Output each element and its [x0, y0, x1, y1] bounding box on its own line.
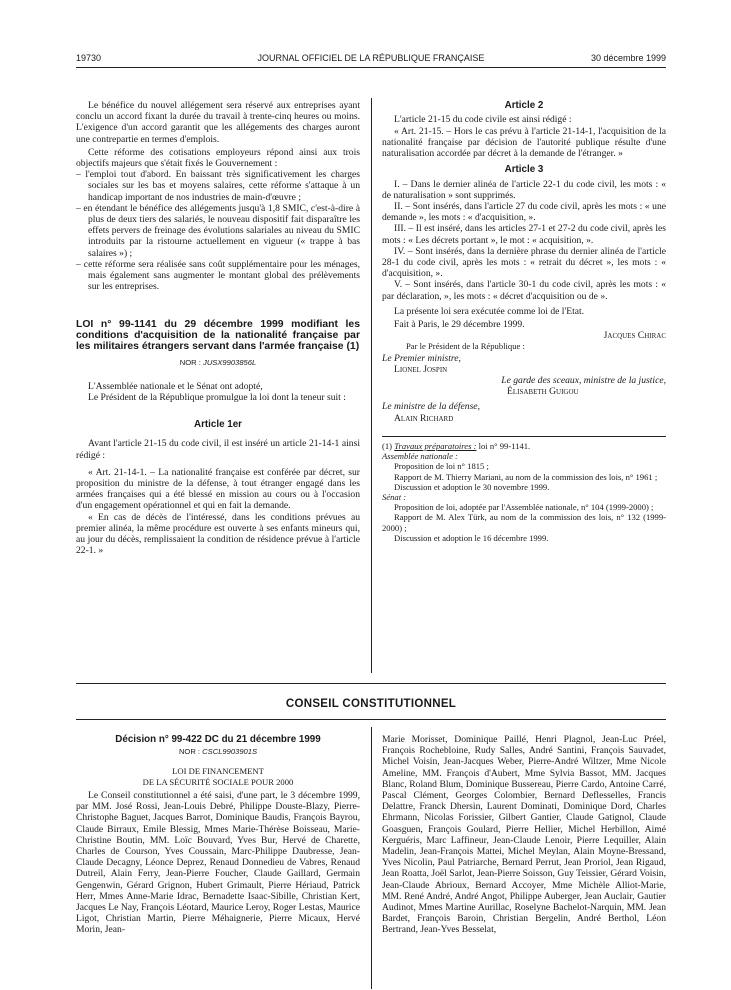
signature-president: Jacques Chirac — [603, 330, 666, 342]
paragraph: « Art. 21-14-1. – La nationalité française est conférée par décret, sur proposition du ministre de la défense, à tout étranger engagé dans les armées françaises qui a été blessé en mission au cours ou à l'occasion d'un engagement opérationnel et qui en fait la demande. — [76, 466, 360, 512]
left-column-bottom — [76, 734, 360, 936]
signature-intro: Par le Président de la République : — [406, 341, 525, 352]
nor-label: NOR : — [178, 747, 201, 757]
nor-label: NOR : — [179, 358, 201, 368]
signature-name: Alain Richard — [394, 412, 454, 424]
paragraph: II. – Sont insérés, dans l'article 27 du code civil, après les mots : « une demande », les mots : « d'acquisition, ». — [382, 201, 666, 224]
journal-title: JOURNAL OFFICIEL DE LA RÉPUBLIQUE FRANÇAISE — [257, 53, 485, 63]
paragraph: I. – Dans le dernier alinéa de l'article 22-1 du code civil, les mots : « de naturalisation » sont supprimés. — [382, 178, 666, 201]
right-column-top — [382, 100, 666, 543]
signature-title: Le Premier ministre, — [382, 352, 461, 364]
paragraph: L'Assemblée nationale et le Sénat ont adopté, — [88, 380, 263, 392]
paragraph: Cette réforme des cotisations employeurs répond ainsi aux trois objectifs majeurs que s'était fixés le Gouvernement : — [76, 146, 360, 170]
footnote-text: loi n° 99-1141. — [478, 440, 531, 451]
list-item: – cette réforme sera réalisée sans coût supplémentaire pour les ménages, mais également sans augmenter le montant global des prélèvements sur les entreprises. — [76, 258, 360, 293]
footnote-marker: (1) — [382, 440, 393, 451]
paragraph: La présente loi sera exécutée comme loi de l'Etat. — [394, 305, 585, 317]
footnote — [382, 441, 666, 543]
paragraph: Avant l'article 21-15 du code civil, il est inséré un article 21-14-1 ainsi rédigé : — [76, 438, 360, 461]
footnote-line: Rapport de M. Alex Türk, au nom de la commission des lois, n° 132 (1999-2000) ; — [382, 512, 666, 533]
footnote-line: Proposition de loi, adoptée par l'Assemblée nationale, n° 104 (1999-2000) ; — [394, 502, 654, 513]
footnote-line: Rapport de M. Thierry Mariani, au nom de la commission des lois, n° 1961 ; — [394, 471, 658, 482]
nor-reference — [76, 746, 360, 757]
paragraph: V. – Sont insérés, dans l'article 30-1 du code civil, après les mots : « par déclaration, », les mots : « décret d'acquisition ou de ». — [382, 279, 666, 302]
nor-code: CSCL9903901S — [202, 747, 258, 757]
decision-title: Décision n° 99-422 DC du 21 décembre 1999 — [115, 734, 321, 745]
section-rule — [76, 683, 666, 684]
list-item: – en étendant le bénéfice des allégements jusqu'à 1,8 SMIC, c'est-à-dire à plus de deux tiers des salariés, le nouveau dispositif fait disparaître les effets pervers de freinage des évolutions salariales au niveau du SMIC introduits par la ristourne actuellement en vigueur (« trappe à bas salaires ») ; — [76, 202, 360, 259]
footnote-line: Discussion et adoption le 16 décembre 1999. — [394, 532, 549, 543]
decision-subtitle: DE LA SÉCURITÉ SOCIALE POUR 2000 — [142, 776, 294, 787]
footnote-heading: Sénat : — [382, 491, 407, 502]
page-number: 19730 — [76, 53, 102, 63]
paragraph: « En cas de décès de l'intéressé, dans les conditions prévues au premier alinéa, la même procédure est ouverte à ses enfants mineurs qui, au jour du décès, remplissaient la condition de résidence prévue à l'article 22-1. » — [76, 511, 360, 557]
paragraph: Fait à Paris, le 29 décembre 1999. — [394, 319, 525, 331]
paragraph: IV. – Sont insérés, dans la dernière phrase du dernier alinéa de l'article 28-1 du code civil, après les mots : « retrait du décret », les mots : « d'acquisition, ». — [382, 245, 666, 280]
list-item: – l'emploi tout d'abord. En baissant très significativement les charges sociales sur les bas et moyens salaires, cette réforme s'attaque à un handicap important de nos industries de main-d'œuvre ; — [76, 169, 360, 203]
right-column-bottom — [382, 734, 666, 936]
article-2-title: Article 2 — [504, 100, 544, 111]
footnote-line: Discussion et adoption le 30 novembre 1999. — [394, 481, 550, 492]
footnote-rule — [382, 436, 666, 437]
law-title: LOI n° 99-1141 du 29 décembre 1999 modifiant les conditions d'acquisition de la nationalité française par les militaires étrangers servant dans l'armée française (1) — [76, 319, 360, 353]
section-rule — [76, 719, 666, 720]
paragraph: L'article 21-15 du code civile est ainsi rédigé : — [394, 114, 572, 126]
footnote-heading: Assemblée nationale : — [382, 451, 458, 462]
paragraph: III. – Il est inséré, dans les articles 27-1 et 27-2 du code civil, après les mots : « Les décrets portant », le mot : « acquisition, ». — [382, 223, 666, 246]
left-column-top — [76, 100, 360, 557]
footnote-line — [382, 441, 666, 451]
footnote-label: Travaux préparatoires : — [394, 440, 477, 451]
header-rule — [76, 67, 666, 68]
paragraph: « Art. 21-15. – Hors le cas prévu à l'article 21-14-1, l'acquisition de la nationalité française par décision de l'autorité publique résulte d'une naturalisation accordée par décret à la demande de l'étranger. » — [382, 125, 666, 160]
paragraph: Le bénéfice du nouvel allégement sera réservé aux entreprises ayant conclu un accord fixant la durée du travail à trente-cinq heures ou moins. L'exigence d'un accord garantit que les allégements des charges auront une contrepartie en termes d'emplois. — [76, 100, 360, 145]
page-header — [76, 53, 666, 67]
nor-reference — [76, 357, 360, 368]
signature-title: Le garde des sceaux, ministre de la justice, — [501, 375, 666, 387]
footnote-line: Proposition de loi n° 1815 ; — [394, 461, 489, 472]
paragraph: Le Conseil constitutionnel a été saisi, d'une part, le 3 décembre 1999, par MM. José Rossi, Jean-Louis Debré, Philippe Douste-Blazy, Pierre-Christophe Baguet, Jacques Barrot, Dominique Baudis, François Bayrou, Claude Birraux, Emile Blessig, Mmes Marie-Thérèse Boisseau, Marie-Christine Boutin, MM. Loïc Bouvard, Yves Bur, Hervé de Charette, Charles de Courson, Yves Coussain, Marc-Philippe Daubresse, Jean-Claude Decagny, Léonce Deprez, Renaud Donnedieu de Vabres, Renaud Dutreil, Alain Ferry, Jean-Pierre Foucher, Claude Gaillard, Germain Gengenwin, Gérard Grignon, Hubert Grimault, Pierre Hériaud, Patrick Herr, Mmes Anne-Marie Idrac, Bernadette Isaac-Sibille, Christian Kert, Jacques Le Nay, François Léotard, Maurice Leroy, Roger Lestas, Maurice Ligot, Christian Martin, Pierre Méhaignerie, Pierre Micaux, Hervé Morin, Jean- — [76, 790, 360, 936]
issue-date: 30 décembre 1999 — [590, 53, 666, 63]
section-heading: CONSEIL CONSTITUTIONNEL — [285, 698, 457, 710]
paragraph: Marie Morisset, Dominique Paillé, Henri Plagnol, Jean-Luc Préel, François Rochebloine, Rudy Salles, André Santini, François Sauvadet, Michel Voisin, Jean-Jacques Weber, Pierre-André Wiltzer, Mme Nicole Ameline, MM. François d'Aubert, Mme Sylvia Bassot, MM. Jacques Blanc, Roland Blum, Dominique Bussereau, Pierre Cardo, Antoine Carré, Pascal Clément, Georges Colombier, Bernard Deflesselles, Francis Delattre, Franck Dhersin, Laurent Dominati, Dominique Dord, Charles Ehrmann, Nicolas Forissier, Gilbert Gantier, Claude Gatignol, Claude Goasguen, François Goulard, Pierre Hellier, Michel Herbillon, Aimé Kerguéris, Marc Laffineur, Jean-Claude Lenoir, Pierre Lequiller, Alain Madelin, Jean-François Mattei, Michel Meylan, Alain Moyne-Bressand, Yves Nicolin, Paul Patriarche, Bernard Perrut, Jean Proriol, Jean Rigaud, Jean Roatta, Joël Sarlot, Jean-Pierre Soisson, Guy Teissier, Gérard Voisin, Jean-Claude Abrioux, Bernard Accoyer, Mme Michèle Alliot-Marie, MM. René André, André Angot, Philippe Auberger, Jean Auclair, Gautier Audinot, Mmes Martine Aurillac, Roselyne Bachelot-Narquin, MM. Jean Bardet, François Baroin, Christian Bergelin, André Berthol, Léon Bertrand, Jean-Yves Besselat, — [382, 734, 666, 936]
paragraph: Le Président de la République promulgue la loi dont la teneur suit : — [88, 391, 346, 403]
column-divider-top — [371, 98, 372, 673]
article-3-title: Article 3 — [504, 164, 544, 176]
signature-name: Élisabeth Guigou — [507, 386, 579, 398]
article-1-title: Article 1er — [194, 419, 242, 431]
signature-title: Le ministre de la défense, — [382, 401, 480, 413]
signature-name: Lionel Jospin — [394, 363, 448, 375]
nor-code: JUSX9903856L — [203, 358, 257, 368]
decision-subtitle: LOI DE FINANCEMENT — [172, 765, 264, 776]
column-divider-bottom — [371, 727, 372, 989]
